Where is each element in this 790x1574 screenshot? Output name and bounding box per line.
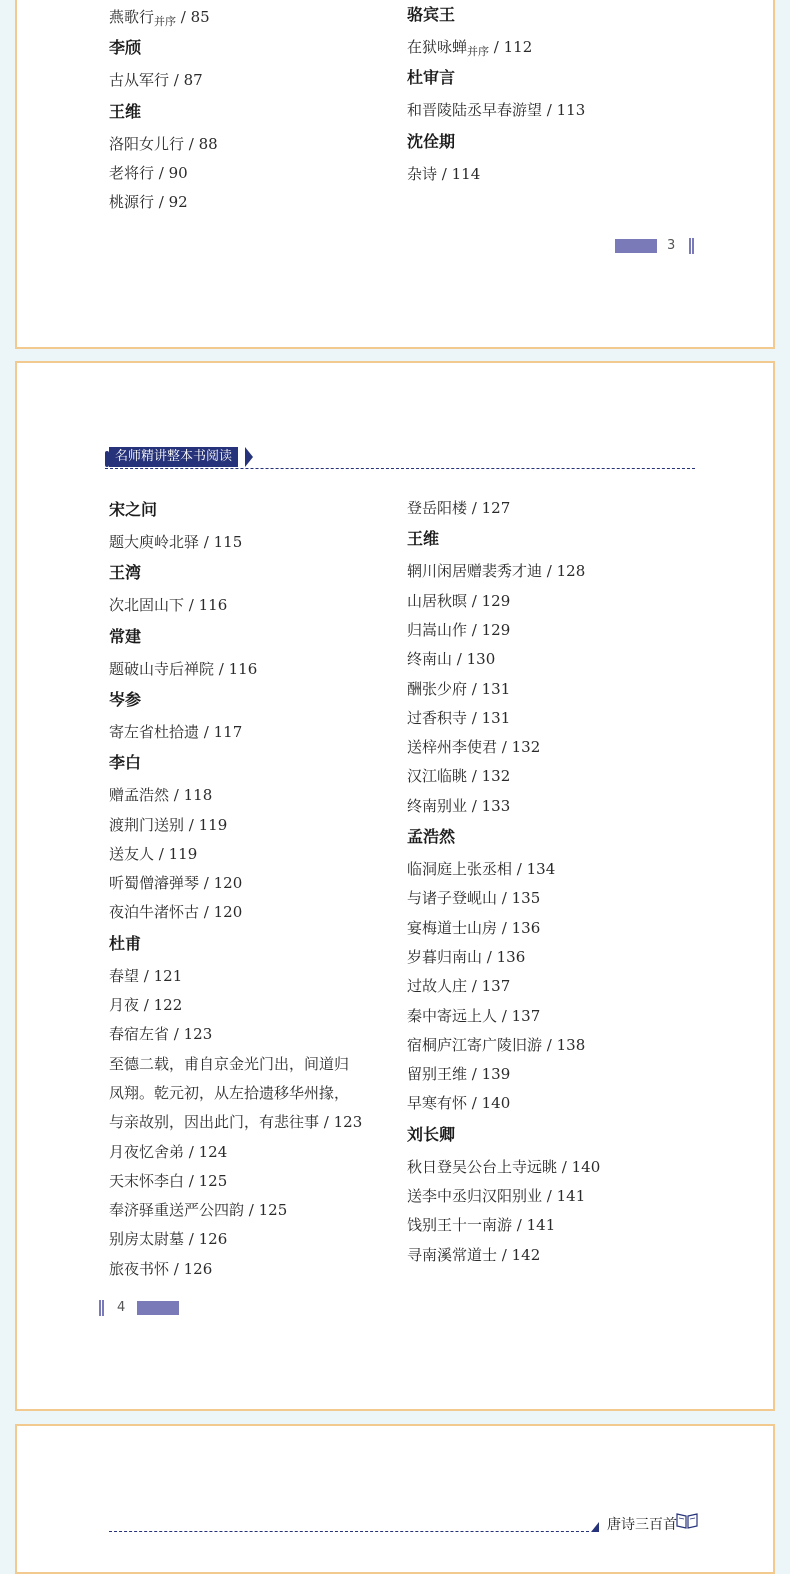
toc-entry[interactable] [407,946,525,967]
toc-entry-line[interactable] [109,1053,349,1074]
toc-entry-page: / 141 [512,1216,556,1235]
toc-entry-title: 过故人庄 [407,977,468,996]
toc-entry-page: / 133 [467,796,511,815]
toc-entry-page: / 129 [467,591,511,610]
toc-entry-page: / 130 [452,650,496,669]
toc-entry-page: / 121 [139,966,183,985]
toc-entry[interactable] [407,858,555,879]
toc-entry-title: 终南山 [407,650,453,669]
toc-entry[interactable] [109,1199,287,1220]
toc-entry-title: 桃源行 [109,193,155,212]
toc-entry-page: / 140 [467,1094,511,1113]
toc-entry-title: 燕歌行 [109,8,155,26]
toc-entry-title: 宴梅道士山房 [407,918,498,937]
toc-entry-page: / 134 [512,860,556,878]
toc-entry-title: 与亲故别，因出此门，有悲往事 [109,1113,320,1132]
toc-entry-title: 秦中寄远上人 [407,1006,498,1025]
toc-entry-title: 归嵩山作 [407,620,468,639]
toc-entry[interactable] [407,590,510,611]
section-banner [105,447,695,471]
running-title: 唐诗三百首 [607,1517,677,1533]
page-number-marker [99,1300,104,1316]
toc-entry-title: 月夜忆舍弟 [109,1142,185,1161]
toc-author-heading: 王维 [109,101,142,121]
toc-entry-title: 酬张少府 [407,679,468,698]
toc-entry-page: / 132 [467,767,511,786]
toc-entry-page: / 120 [199,903,243,922]
toc-entry[interactable] [109,69,203,90]
toc-entry[interactable] [407,765,510,786]
toc-author-heading: 王维 [407,529,440,549]
toc-entry-page: / 141 [542,1187,586,1205]
toc-entry-title: 送友人 [109,844,155,863]
toc-entry-page: / 120 [199,874,243,893]
toc-entry-title: 渡荆门送别 [109,815,185,834]
toc-entry-page: / 132 [497,738,541,757]
toc-entry-title: 汉江临眺 [407,767,468,786]
toc-entry-line[interactable] [109,1082,349,1103]
toc-author-heading: 常建 [109,626,142,646]
toc-entry[interactable] [109,1023,212,1044]
toc-entry-title: 天末怀李白 [109,1171,185,1190]
toc-entry-page: / 123 [169,1025,213,1044]
banner-dashed-line [105,468,695,469]
toc-entry-title: 题大庾岭北驿 [109,533,200,551]
toc-entry-title: 赠孟浩然 [109,786,170,805]
toc-entry[interactable] [407,163,480,184]
toc-entry-title: 过香积寺 [407,708,468,727]
toc-entry-title: 至德二载，甫自京金光门出，间道归 [109,1054,350,1073]
toc-entry-page: / 116 [214,659,258,678]
toc-entry[interactable] [109,1141,227,1162]
toc-entry[interactable] [109,994,182,1015]
toc-entry[interactable] [407,1092,510,1113]
toc-author-heading: 岑参 [109,689,142,709]
toc-entry-title: 山居秋暝 [407,591,468,610]
toc-entry-page: / 117 [199,722,243,741]
toc-entry-page: / 122 [139,996,183,1014]
toc-entry[interactable] [109,843,197,864]
toc-entry[interactable] [407,917,540,938]
toc-entry-page: / 114 [437,164,481,183]
toc-entry[interactable] [407,619,510,640]
toc-page-4 [15,361,775,1411]
page-number-marker [689,238,694,254]
toc-entry-title: 岁暮归南山 [407,947,483,966]
toc-entry-title: 与诸子登岘山 [407,889,498,908]
toc-entry-title: 在狱咏蝉 [407,38,468,56]
toc-entry-page: / 112 [489,38,533,56]
toc-entry-title: 寻南溪常道士 [407,1245,498,1264]
toc-entry-title: 和晋陵陆丞早春游望 [407,101,543,120]
toc-entry-page: / 90 [154,163,188,182]
toc-entry-title: 宿桐庐江寄广陵旧游 [407,1035,543,1054]
toc-entry[interactable] [407,975,510,996]
toc-entry-page: / 85 [176,8,210,26]
open-book-icon [675,1510,699,1530]
toc-entry[interactable] [109,872,242,893]
toc-entry-title: 听蜀僧濬弹琴 [109,874,200,893]
toc-entry[interactable] [407,707,510,728]
toc-entry-title: 登岳阳楼 [407,499,468,517]
toc-entry-page: / 125 [184,1171,228,1190]
toc-entry-title: 杂诗 [407,164,438,183]
toc-entry-note: 并序 [154,15,177,28]
toc-entry-page: / 92 [154,193,188,212]
toc-entry[interactable] [407,1185,585,1206]
toc-page-5 [15,1424,775,1574]
toc-entry-title: 春宿左省 [109,1025,170,1044]
toc-entry-title: 临洞庭上张丞相 [407,860,513,878]
toc-author-heading: 刘长卿 [407,1124,456,1144]
toc-entry[interactable] [407,497,510,518]
toc-page-3 [15,0,775,349]
toc-entry[interactable] [407,887,540,908]
toc-entry-title: 送李中丞归汉阳别业 [407,1187,543,1205]
toc-author-heading: 宋之问 [109,500,158,519]
toc-entry-page: / 119 [184,815,228,834]
toc-entry-page: / 116 [184,596,228,615]
toc-entry-title: 古从军行 [109,71,170,90]
running-title-arrow [591,1522,599,1532]
toc-entry[interactable] [109,784,212,805]
toc-entry[interactable] [407,648,495,669]
toc-entry[interactable] [407,560,585,581]
toc-entry-page: / 139 [467,1065,511,1084]
toc-author-heading: 沈佺期 [407,131,456,151]
toc-entry-title: 早寒有怀 [407,1094,468,1113]
toc-entry-page: / 127 [467,499,511,517]
toc-entry-title: 夜泊牛渚怀古 [109,903,200,922]
toc-entry-title: 辋川闲居赠裴秀才迪 [407,562,543,581]
toc-entry-page: / 131 [467,679,511,698]
toc-entry-page: / 136 [482,947,526,966]
toc-entry[interactable] [407,1214,555,1235]
page-number-bar [615,239,657,253]
toc-author-heading: 李白 [109,753,142,773]
toc-entry-page: / 138 [542,1035,586,1054]
toc-author-heading: 王湾 [109,563,142,583]
page-number: 4 [117,1300,126,1315]
toc-entry-title: 饯别王十一南游 [407,1216,513,1235]
toc-entry-page: / 135 [497,889,541,908]
toc-entry[interactable] [407,736,540,757]
toc-entry[interactable] [109,1228,227,1249]
toc-entry-page: / 126 [169,1259,213,1278]
toc-entry-page: / 113 [542,101,586,120]
toc-entry-title: 老将行 [109,163,155,182]
toc-entry-line[interactable] [109,1111,362,1132]
toc-entry-page: / 123 [319,1113,363,1132]
toc-entry-title: 留别王维 [407,1065,468,1084]
toc-entry[interactable] [109,814,227,835]
toc-author-heading: 李颀 [109,38,142,58]
toc-entry-page: / 136 [497,918,541,937]
toc-entry-page: / 119 [154,844,198,863]
toc-entry-title: 别房太尉墓 [109,1230,185,1249]
toc-author-heading: 骆宾王 [407,5,456,24]
toc-entry-page: / 142 [497,1245,541,1264]
toc-entry[interactable] [407,1156,600,1177]
toc-entry[interactable] [109,6,210,27]
toc-entry[interactable] [407,1034,585,1055]
page-number-bar [137,1301,179,1315]
toc-entry-title: 次北固山下 [109,596,185,615]
toc-entry-page: / 140 [557,1157,601,1176]
toc-entry[interactable] [109,191,188,212]
toc-entry[interactable] [407,1244,540,1265]
toc-entry-page: / 137 [467,977,511,996]
toc-entry-page: / 126 [184,1230,228,1249]
toc-entry[interactable] [109,133,218,154]
page-number: 3 [667,238,676,253]
toc-entry-title: 春望 [109,966,140,985]
toc-entry[interactable] [109,901,242,922]
toc-entry[interactable] [109,1170,227,1191]
toc-entry[interactable] [407,36,532,57]
toc-entry[interactable] [407,678,510,699]
running-title-dashed-line [109,1531,589,1532]
toc-entry-page: / 125 [244,1201,288,1220]
toc-entry-title: 终南别业 [407,796,468,815]
toc-entry-page: / 129 [467,620,511,639]
toc-entry-note: 并序 [467,45,490,58]
toc-entry-page: / 124 [184,1142,228,1161]
toc-entry[interactable] [109,1258,212,1279]
toc-entry-title: 月夜 [109,996,140,1014]
toc-entry[interactable] [407,1063,510,1084]
toc-entry-title: 秋日登吴公台上寺远眺 [407,1157,558,1176]
toc-entry-title: 奉济驿重送严公四韵 [109,1201,245,1220]
toc-author-heading: 杜甫 [109,933,142,953]
toc-entry-page: / 118 [169,786,213,805]
toc-entry[interactable] [109,594,227,615]
toc-entry-page: / 137 [497,1006,541,1025]
toc-entry-page: / 87 [169,71,203,90]
toc-entry[interactable] [109,721,242,742]
toc-entry-page: / 115 [199,533,243,551]
banner-arrow [245,447,253,467]
toc-entry-title: 送梓州李使君 [407,738,498,757]
toc-entry-title: 凤翔。乾元初，从左拾遗移华州掾， [109,1083,350,1102]
toc-entry-title: 寄左省杜拾遗 [109,722,200,741]
toc-author-heading: 杜审言 [407,68,456,88]
toc-entry[interactable] [407,795,510,816]
toc-entry-page: / 88 [184,134,218,153]
toc-author-heading: 孟浩然 [407,827,456,846]
toc-entry[interactable] [109,162,188,183]
toc-entry-title: 题破山寺后禅院 [109,659,215,678]
toc-entry-title: 洛阳女儿行 [109,134,185,153]
toc-entry-page: / 128 [542,562,586,581]
toc-entry[interactable] [407,99,585,120]
toc-entry[interactable] [407,1005,540,1026]
toc-entry-page: / 131 [467,708,511,727]
toc-entry-title: 旅夜书怀 [109,1259,170,1278]
toc-entry[interactable] [109,531,242,552]
toc-entry[interactable] [109,658,257,679]
section-banner-label: 名师精讲整本书阅读 [109,447,238,467]
toc-entry[interactable] [109,965,182,986]
